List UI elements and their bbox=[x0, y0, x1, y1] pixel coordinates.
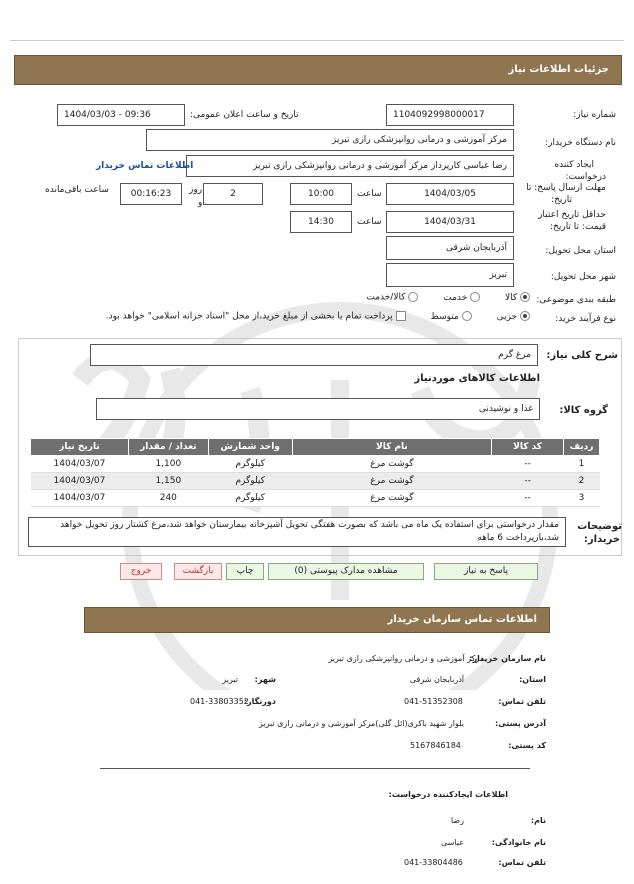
row-qty: 1,100 bbox=[128, 456, 208, 473]
process-medium-label: متوسط bbox=[430, 311, 459, 322]
need-number-field: 1104092998000017 bbox=[386, 104, 514, 126]
summary-field: مرغ گرم bbox=[90, 344, 538, 366]
row-number: 2 bbox=[564, 473, 600, 490]
category-goods-label: کالا bbox=[504, 292, 518, 303]
validity-label-1: حداقل تاریخ اعتبار bbox=[538, 210, 606, 220]
exit-button[interactable]: خروج bbox=[120, 563, 162, 580]
buyer-org-label: نام دستگاه خریدار: bbox=[545, 138, 616, 148]
row-date: 1404/03/07 bbox=[31, 456, 129, 473]
goods-group-label: گروه کالا: bbox=[559, 405, 608, 416]
process-minor-label: جزیی bbox=[496, 311, 518, 322]
contact-fax-value: 041-33803352 bbox=[190, 697, 249, 706]
buyer-org-field: مرکز آموزشی و درمانی روانپزشکی رازی تبریز bbox=[146, 129, 514, 151]
category-service-label: خدمت bbox=[443, 292, 468, 303]
deadline-time-label: ساعت bbox=[357, 189, 382, 199]
contact-address-value: بلوار شهید باکری(ائل گلی)مرکز آموزشی و درمانی رازی تبریز bbox=[258, 719, 464, 728]
deadline-time-field: 10:00 bbox=[290, 183, 352, 205]
treasury-checkbox[interactable] bbox=[396, 311, 406, 321]
contact-phone-label: تلفن تماس: bbox=[498, 697, 546, 706]
announce-label: تاریخ و ساعت اعلان عمومی: bbox=[190, 110, 299, 120]
validity-time-label: ساعت bbox=[357, 217, 382, 227]
creator-label-2: درخواست: bbox=[565, 172, 606, 182]
row-qty: 1,150 bbox=[128, 473, 208, 490]
buyer-contact-link[interactable]: اطلاعات تماس خریدار bbox=[96, 161, 194, 171]
creator-family-value: عباسی bbox=[441, 838, 464, 847]
deadline-date-field: 1404/03/05 bbox=[386, 183, 514, 205]
contact-title: اطلاعات تماس سازمان خریدار bbox=[387, 614, 537, 625]
reply-button[interactable]: پاسخ به نیاز bbox=[434, 563, 538, 580]
row-date: 1404/03/07 bbox=[31, 490, 129, 507]
contact-org-value: مرکز آموزشی و درمانی روانپزشکی رازی تبریز bbox=[328, 654, 484, 663]
row-qty: 240 bbox=[128, 490, 208, 507]
table-row bbox=[31, 456, 600, 473]
category-both-radio[interactable] bbox=[408, 292, 418, 302]
announce-field: 1404/03/03 - 09:36 bbox=[57, 104, 185, 126]
table-row bbox=[31, 490, 600, 507]
deadline-label-1: مهلت ارسال پاسخ: تا bbox=[526, 183, 606, 193]
attachments-button[interactable]: مشاهده مدارک پیوستی (0) bbox=[268, 563, 424, 580]
contact-phone-value: 041-51352308 bbox=[404, 697, 463, 706]
contact-city-label: شهر: bbox=[254, 675, 276, 684]
remaining-time-label: ساعت باقی‌مانده bbox=[45, 185, 109, 195]
row-unit: کیلوگرم bbox=[208, 490, 292, 507]
city-label: شهر محل تحویل: bbox=[550, 272, 616, 282]
col-name-header: نام کالا bbox=[292, 439, 492, 456]
notes-label-1: توضیحات bbox=[577, 521, 622, 532]
goods-title: اطلاعات کالاهای موردنیاز bbox=[414, 373, 540, 384]
deadline-and-label: و bbox=[198, 198, 203, 208]
category-both-label: کالا/خدمت bbox=[366, 292, 406, 303]
col-qty-header: تعداد / مقدار bbox=[128, 439, 208, 456]
row-code: -- bbox=[492, 456, 564, 473]
category-service-radio[interactable] bbox=[470, 292, 480, 302]
contact-postal-value: 5167846184 bbox=[410, 741, 461, 750]
process-medium-radio[interactable] bbox=[462, 311, 472, 321]
row-code: -- bbox=[492, 473, 564, 490]
notes-field: مقدار درخواستی برای استفاده یک ماه می باشد که بصورت هفتگی تحویل آشپزخانه بیمارستان خواهد شد،مرغ کشتار روز تحویل خواهد شد،بازپرداخت 6 ماهه bbox=[28, 517, 566, 547]
goods-table-wrap bbox=[30, 438, 600, 507]
process-label: نوع فرآیند خرید: bbox=[555, 314, 616, 324]
contact-address-label: آدرس پستی: bbox=[495, 719, 546, 728]
row-unit: کیلوگرم bbox=[208, 473, 292, 490]
goods-table bbox=[30, 438, 600, 507]
category-goods-radio[interactable] bbox=[520, 292, 530, 302]
row-code: -- bbox=[492, 490, 564, 507]
creator-label-1: ایجاد کننده bbox=[554, 160, 594, 170]
contact-postal-label: کد پستی: bbox=[508, 741, 546, 750]
contact-province-value: آذربایجان شرقی bbox=[409, 675, 464, 684]
need-number-label: شماره نیاز: bbox=[573, 110, 616, 120]
notes-label-2: خریدار: bbox=[583, 534, 620, 545]
col-code-header: کد کالا bbox=[492, 439, 564, 456]
creator-name-label: نام: bbox=[530, 816, 546, 825]
row-number: 3 bbox=[564, 490, 600, 507]
province-field: آذربایجان شرقی bbox=[386, 236, 514, 260]
process-row bbox=[50, 311, 530, 325]
deadline-label-2: تاریخ: bbox=[551, 195, 572, 205]
category-label: طبقه بندی موضوعی: bbox=[536, 295, 616, 305]
row-number: 1 bbox=[564, 456, 600, 473]
col-date-header: تاریخ نیاز bbox=[31, 439, 129, 456]
deadline-days-field: 2 bbox=[203, 183, 263, 205]
process-minor-radio[interactable] bbox=[520, 311, 530, 321]
validity-time-field: 14:30 bbox=[290, 211, 352, 233]
contact-org-label: نام سازمان خریدار: bbox=[469, 654, 546, 663]
top-divider bbox=[10, 40, 624, 41]
summary-label: شرح کلی نیاز: bbox=[546, 350, 618, 361]
province-label: استان محل تحویل: bbox=[545, 246, 616, 256]
deadline-days-label: روز bbox=[189, 185, 203, 195]
treasury-note: پرداخت تمام یا بخشی از مبلغ خرید،از محل "اسناد خزانه اسلامی" خواهد بود. bbox=[105, 311, 393, 322]
city-field: تبریز bbox=[386, 263, 514, 287]
contact-province-label: استان: bbox=[519, 675, 546, 684]
creator-phone-label: تلفن تماس: bbox=[498, 858, 546, 867]
back-button[interactable]: بازگشت bbox=[174, 563, 222, 580]
row-name: گوشت مرغ bbox=[292, 473, 492, 490]
creator-family-label: نام خانوادگی: bbox=[491, 838, 546, 847]
validity-label-2: قیمت: تا تاریخ: bbox=[550, 222, 606, 232]
creator-phone-value: 041-33804486 bbox=[404, 858, 463, 867]
col-row-header: ردیف bbox=[564, 439, 600, 456]
print-button[interactable]: چاپ bbox=[226, 563, 264, 580]
row-name: گوشت مرغ bbox=[292, 490, 492, 507]
category-radio-group bbox=[330, 292, 530, 306]
row-unit: کیلوگرم bbox=[208, 456, 292, 473]
creator-field: رضا عباسی کارپرداز مرکز آموزشی و درمانی روانپزشکی رازی تبریز bbox=[186, 155, 514, 177]
page-header bbox=[14, 55, 622, 85]
remaining-time-field: 00:16:23 bbox=[120, 183, 182, 205]
table-row bbox=[31, 473, 600, 490]
row-name: گوشت مرغ bbox=[292, 456, 492, 473]
page-title: جزئیات اطلاعات نیاز bbox=[508, 64, 609, 75]
contact-header bbox=[84, 607, 550, 633]
creator-name-value: رضا bbox=[450, 816, 464, 825]
row-date: 1404/03/07 bbox=[31, 473, 129, 490]
contact-fax-label: دورنگار: bbox=[243, 697, 276, 706]
col-unit-header: واحد شمارش bbox=[208, 439, 292, 456]
creator-info-title: اطلاعات ایجادکننده درخواست: bbox=[388, 790, 508, 799]
validity-date-field: 1404/03/31 bbox=[386, 211, 514, 233]
contact-city-value: تبریز bbox=[222, 675, 238, 684]
goods-group-field: غذا و نوشیدنی bbox=[96, 398, 540, 420]
contact-divider bbox=[100, 768, 530, 769]
